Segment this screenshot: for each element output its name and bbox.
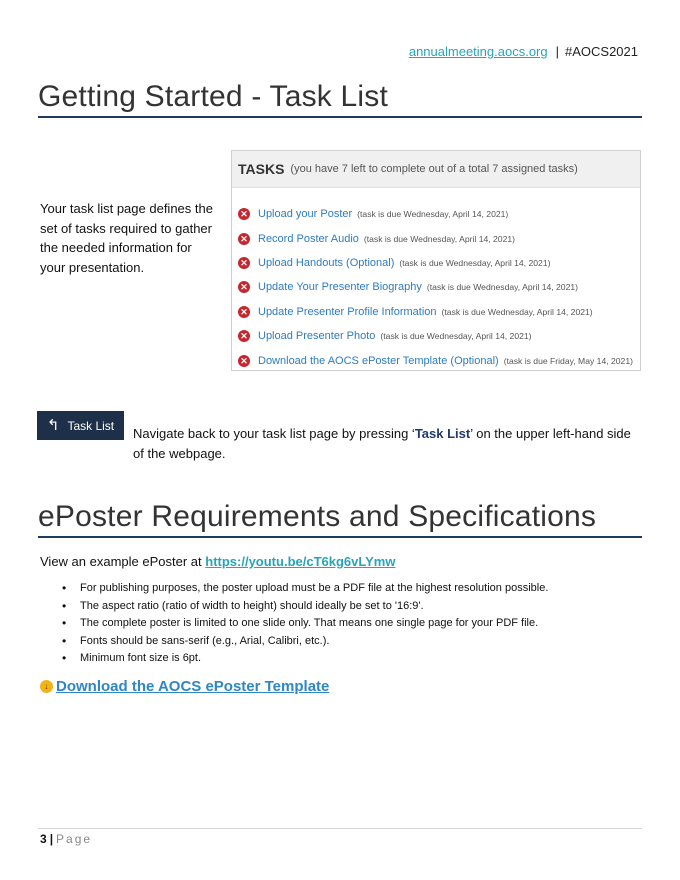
requirement-item: • The aspect ratio (ratio of width to height) should ideally be set to '16:9'. (62, 598, 548, 616)
task-due: (task is due Wednesday, April 14, 2021) (380, 331, 532, 342)
task-link[interactable]: Upload Handouts (Optional) (258, 256, 395, 269)
incomplete-icon: ✕ (238, 306, 250, 318)
task-due: (task is due Friday, May 14, 2021) (503, 355, 633, 366)
task-list (232, 188, 640, 373)
incomplete-icon: ✕ (238, 208, 250, 220)
task-link[interactable]: Upload your Poster (258, 208, 353, 221)
task-item (238, 275, 640, 299)
task-due: (task is due Wednesday, April 14, 2021) (426, 282, 579, 293)
task-list-button[interactable] (37, 411, 124, 440)
incomplete-icon: ✕ (238, 355, 250, 367)
requirement-item: • The complete poster is limited to one slide only. That means one single page for your PDF file. (62, 615, 548, 633)
page-number: 3 (40, 832, 47, 846)
requirement-item: • Minimum font size is 6pt. (62, 650, 548, 668)
incomplete-icon: ✕ (238, 330, 250, 342)
nav-text-after: ’ on the upper left-hand side of the webpage. (133, 426, 631, 461)
header-separator: | (555, 44, 559, 59)
task-link[interactable]: Upload Presenter Photo (258, 330, 376, 343)
incomplete-icon: ✕ (238, 233, 250, 245)
task-link[interactable]: Download the AOCS ePoster Template (Optional) (258, 354, 499, 367)
requirement-item: • For publishing purposes, the poster upload must be a PDF file at the highest resolution possible. (62, 580, 548, 598)
task-item (238, 226, 640, 250)
footer-divider (38, 828, 642, 829)
hashtag: #AOCS2021 (565, 44, 638, 59)
download-icon: ↓ (40, 680, 53, 693)
task-item (238, 202, 640, 226)
task-link[interactable]: Update Your Presenter Biography (258, 281, 422, 294)
task-due: (task is due Wednesday, April 14, 2021) (399, 257, 551, 268)
section-title-getting-started: Getting Started - Task List (38, 80, 642, 118)
task-due: (task is due Wednesday, April 14, 2021) (441, 306, 593, 317)
tasks-panel (231, 150, 641, 371)
task-list-intro: Your task list page defines the set of tasks required to gather the needed information for your presentation. (40, 201, 213, 275)
website-link[interactable]: annualmeeting.aocs.org (408, 44, 548, 59)
section-title-requirements: ePoster Requirements and Specifications (38, 500, 642, 538)
footer-separator: | (49, 832, 54, 846)
example-prefix: View an example ePoster at (40, 554, 206, 569)
download-template-link[interactable]: Download the AOCS ePoster Template (56, 678, 330, 695)
tasks-header (232, 151, 640, 188)
task-item (238, 324, 640, 348)
task-item (238, 348, 640, 372)
task-item (238, 251, 640, 275)
example-line (40, 554, 395, 569)
page-label: Page (56, 832, 93, 846)
nav-text-before: Navigate back to your task list page by pressing ‘ (133, 426, 415, 441)
nav-text-bold: Task List (414, 426, 471, 441)
task-link[interactable]: Update Presenter Profile Information (258, 305, 437, 318)
requirements-list (62, 580, 548, 668)
header-line (409, 44, 638, 59)
example-video-link[interactable]: https://youtu.be/cT6kg6vLYmw (205, 554, 396, 569)
task-due: (task is due Wednesday, April 14, 2021) (363, 233, 516, 244)
tasks-heading: TASKS (238, 161, 285, 177)
back-arrow-icon: ↰ (46, 417, 60, 434)
incomplete-icon: ✕ (238, 257, 250, 269)
task-due: (task is due Wednesday, April 14, 2021) (357, 209, 509, 220)
download-row (40, 678, 329, 695)
task-list-button-label: Task List (67, 418, 115, 433)
navigation-instructions (133, 424, 633, 463)
task-link[interactable]: Record Poster Audio (258, 232, 359, 245)
incomplete-icon: ✕ (238, 281, 250, 293)
tasks-summary: (you have 7 left to complete out of a total 7 assigned tasks) (290, 163, 578, 175)
requirement-item: • Fonts should be sans-serif (e.g., Arial, Calibri, etc.). (62, 633, 548, 651)
task-item (238, 300, 640, 324)
footer (40, 832, 92, 846)
